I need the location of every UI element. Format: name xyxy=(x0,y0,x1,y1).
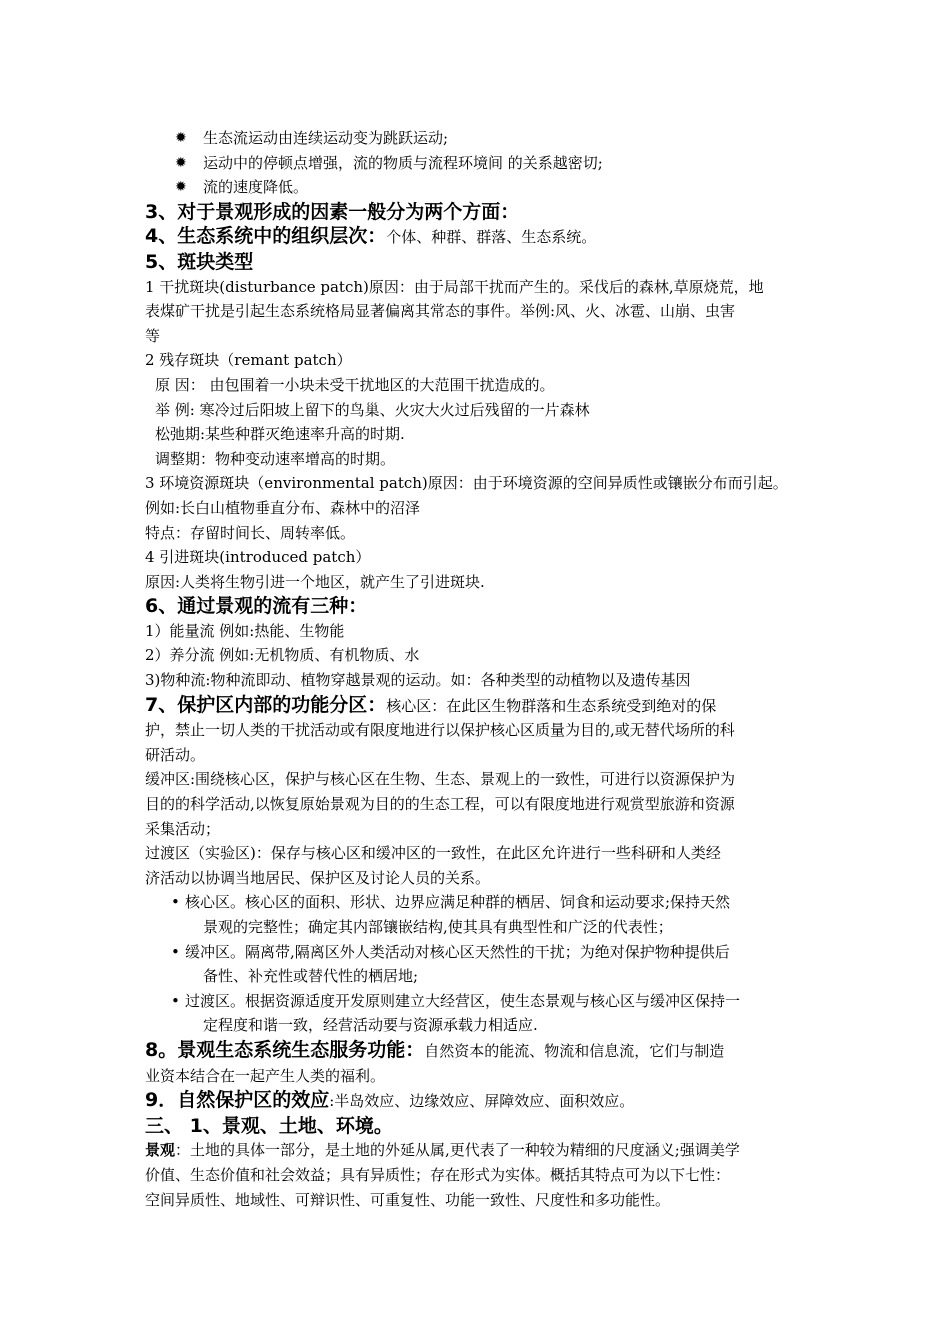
heading-9-row xyxy=(145,1088,830,1114)
zone-item-core xyxy=(145,890,830,939)
buffer-line3: 采集活动； xyxy=(145,819,221,838)
zone-transition-line1: 过渡区。根据资源适度开发原则建立大经营区，使生态景观与核心区与缓冲区保持一 xyxy=(185,991,741,1010)
zone-item-buffer xyxy=(145,940,830,989)
patch4-reason: 原因:人类将生物引进一个地区，就产生了引进斑块. xyxy=(145,572,485,591)
core-line3: 研活动。 xyxy=(145,745,206,764)
flow-bullet-1 xyxy=(145,126,830,151)
flow-bullet-2 xyxy=(145,151,830,176)
section-3-heading: 三、 1、景观、土地、环境。 xyxy=(145,1114,393,1137)
bullet-text: 流的速度降低。 xyxy=(203,178,309,197)
patch2-adjust: 调整期：物种变动速率增高的时期。 xyxy=(155,449,396,468)
landscape-line1 xyxy=(145,1138,830,1163)
service-line2: 业资本结合在一起产生人类的福利。 xyxy=(145,1066,386,1085)
zone-buffer-line1: 缓冲区。隔离带,隔离区外人类活动对核心区天然性的干扰；为绝对保护物种提供后 xyxy=(185,942,730,961)
bullet-mark-icon: ✹ xyxy=(175,154,187,171)
zone-core-line2: 景观的完整性；确定其内部镶嵌结构,使其具有典型性和广泛的代表性； xyxy=(203,918,673,936)
heading-4-text: 个体、种群、群落、生态系统。 xyxy=(386,228,597,247)
heading-5: 5、斑块类型 xyxy=(145,250,254,273)
bullet-mark-icon: ✹ xyxy=(175,130,187,146)
heading-6: 6、通过景观的流有三种： xyxy=(145,595,368,618)
dot-bullet-icon: • xyxy=(171,893,180,912)
heading-4-row xyxy=(145,224,830,250)
landscape-term: 景观 xyxy=(145,1141,176,1160)
heading-8: 8。景观生态系统生态服务功能： xyxy=(145,1038,425,1061)
flow-bullet-3 xyxy=(145,175,830,200)
dot-bullet-icon: • xyxy=(171,991,180,1010)
zone-transition-line2: 定程度和谐一致，经营活动要与资源承载力相适应. xyxy=(203,1016,538,1035)
patch2-example: 举 例: 寒冷过后阳坡上留下的鸟巢、火灾大火过后残留的一片森林 xyxy=(155,400,590,419)
heading-9: 9．自然保护区的效应 xyxy=(145,1089,330,1112)
landscape-line3: 空间异质性、地域性、可辩识性、可重复性、功能一致性、尺度性和多功能性。 xyxy=(145,1190,671,1209)
heading-3: 3、对于景观形成的因素一般分为两个方面： xyxy=(145,200,520,223)
heading-7-text: 核心区：在此区生物群落和生态系统受到绝对的保 xyxy=(386,696,717,715)
buffer-line2: 目的的科学活动,以恢复原始景观为目的的生态工程，可以有限度地进行观赏型旅游和资源 xyxy=(145,795,735,814)
patch3-line1: 3 环境资源斑块（environmental patch)原因：由于环境资源的空间异质性或镶嵌分布而引起。 xyxy=(145,474,788,493)
core-line2: 护，禁止一切人类的干扰活动或有限度地进行以保护核心区质量为目的,或无替代场所的科 xyxy=(145,721,735,740)
transition-line1: 过渡区（实验区)：保存与核心区和缓冲区的一致性，在此区允许进行一些科研和人类经 xyxy=(145,844,721,863)
bullet-text: 运动中的停顿点增强，流的物质与流程环境间 的关系越密切; xyxy=(203,153,603,172)
dot-bullet-icon: • xyxy=(171,942,180,961)
patch3-line2: 例如:长白山植物垂直分布、森林中的沼泽 xyxy=(145,498,421,517)
heading-8-row xyxy=(145,1038,830,1064)
flow-type-3: 3)物种流:物种流即动、植物穿越景观的运动。如：各种类型的动植物以及遗传基因 xyxy=(145,671,691,690)
zone-item-transition xyxy=(145,989,830,1038)
buffer-line1: 缓冲区:围绕核心区，保护与核心区在生物、生态、景观上的一致性，可进行以资源保护为 xyxy=(145,770,736,789)
transition-line2: 济活动以协调当地居民、保护区及讨论人员的关系。 xyxy=(145,868,491,887)
patch1-line3: 等 xyxy=(145,326,161,345)
patch1-line1: 1 干扰斑块(disturbance patch)原因：由于局部干扰而产生的。采伐后的森林,草原烧荒，地 xyxy=(145,277,764,296)
patch3-line3: 特点：存留时间长、周转率低。 xyxy=(145,523,356,542)
patch2-title: 2 残存斑块（remant patch） xyxy=(145,351,352,370)
patch4-title: 4 引进斑块(introduced patch） xyxy=(145,548,371,567)
bullet-text: 生态流运动由连续运动变为跳跃运动; xyxy=(203,129,449,147)
patch1-line2: 表煤矿干扰是引起生态系统格局显著偏离其常态的事件。举例:风、火、冰雹、山崩、虫害 xyxy=(145,302,736,321)
landscape-line2: 价值、生态价值和社会效益；具有异质性；存在形式为实体。概括其特点可为以下七性： xyxy=(145,1165,731,1184)
landscape-text: ：土地的具体一部分，是土地的外延从属,更代表了一种较为精细的尺度涵义;强调美学 xyxy=(175,1141,740,1160)
heading-8-text: 自然资本的能流、物流和信息流，它们与制造 xyxy=(424,1041,725,1060)
heading-7: 7、保护区内部的功能分区： xyxy=(145,693,387,716)
heading-9-text: :半岛效应、边缘效应、屏障效应、面积效应。 xyxy=(329,1092,635,1111)
patch2-reason: 原 因： 由包围着一小块未受干扰地区的大范围干扰造成的。 xyxy=(155,375,555,394)
bullet-mark-icon: ✹ xyxy=(175,179,187,196)
zone-buffer-line2: 备性、补充性或替代性的栖居地; xyxy=(203,967,419,986)
patch2-relax: 松弛期:某些种群灭绝速率升高的时期. xyxy=(155,425,405,444)
zone-core-line1: 核心区。核心区的面积、形状、边界应满足种群的栖居、饲食和运动要求;保持天然 xyxy=(185,893,731,912)
flow-type-1: 1）能量流 例如:热能、生物能 xyxy=(145,621,345,640)
flow-type-2: 2）养分流 例如:无机物质、有机物质、水 xyxy=(145,646,420,665)
heading-4: 4、生态系统中的组织层次： xyxy=(145,225,387,248)
heading-7-row xyxy=(145,693,830,719)
